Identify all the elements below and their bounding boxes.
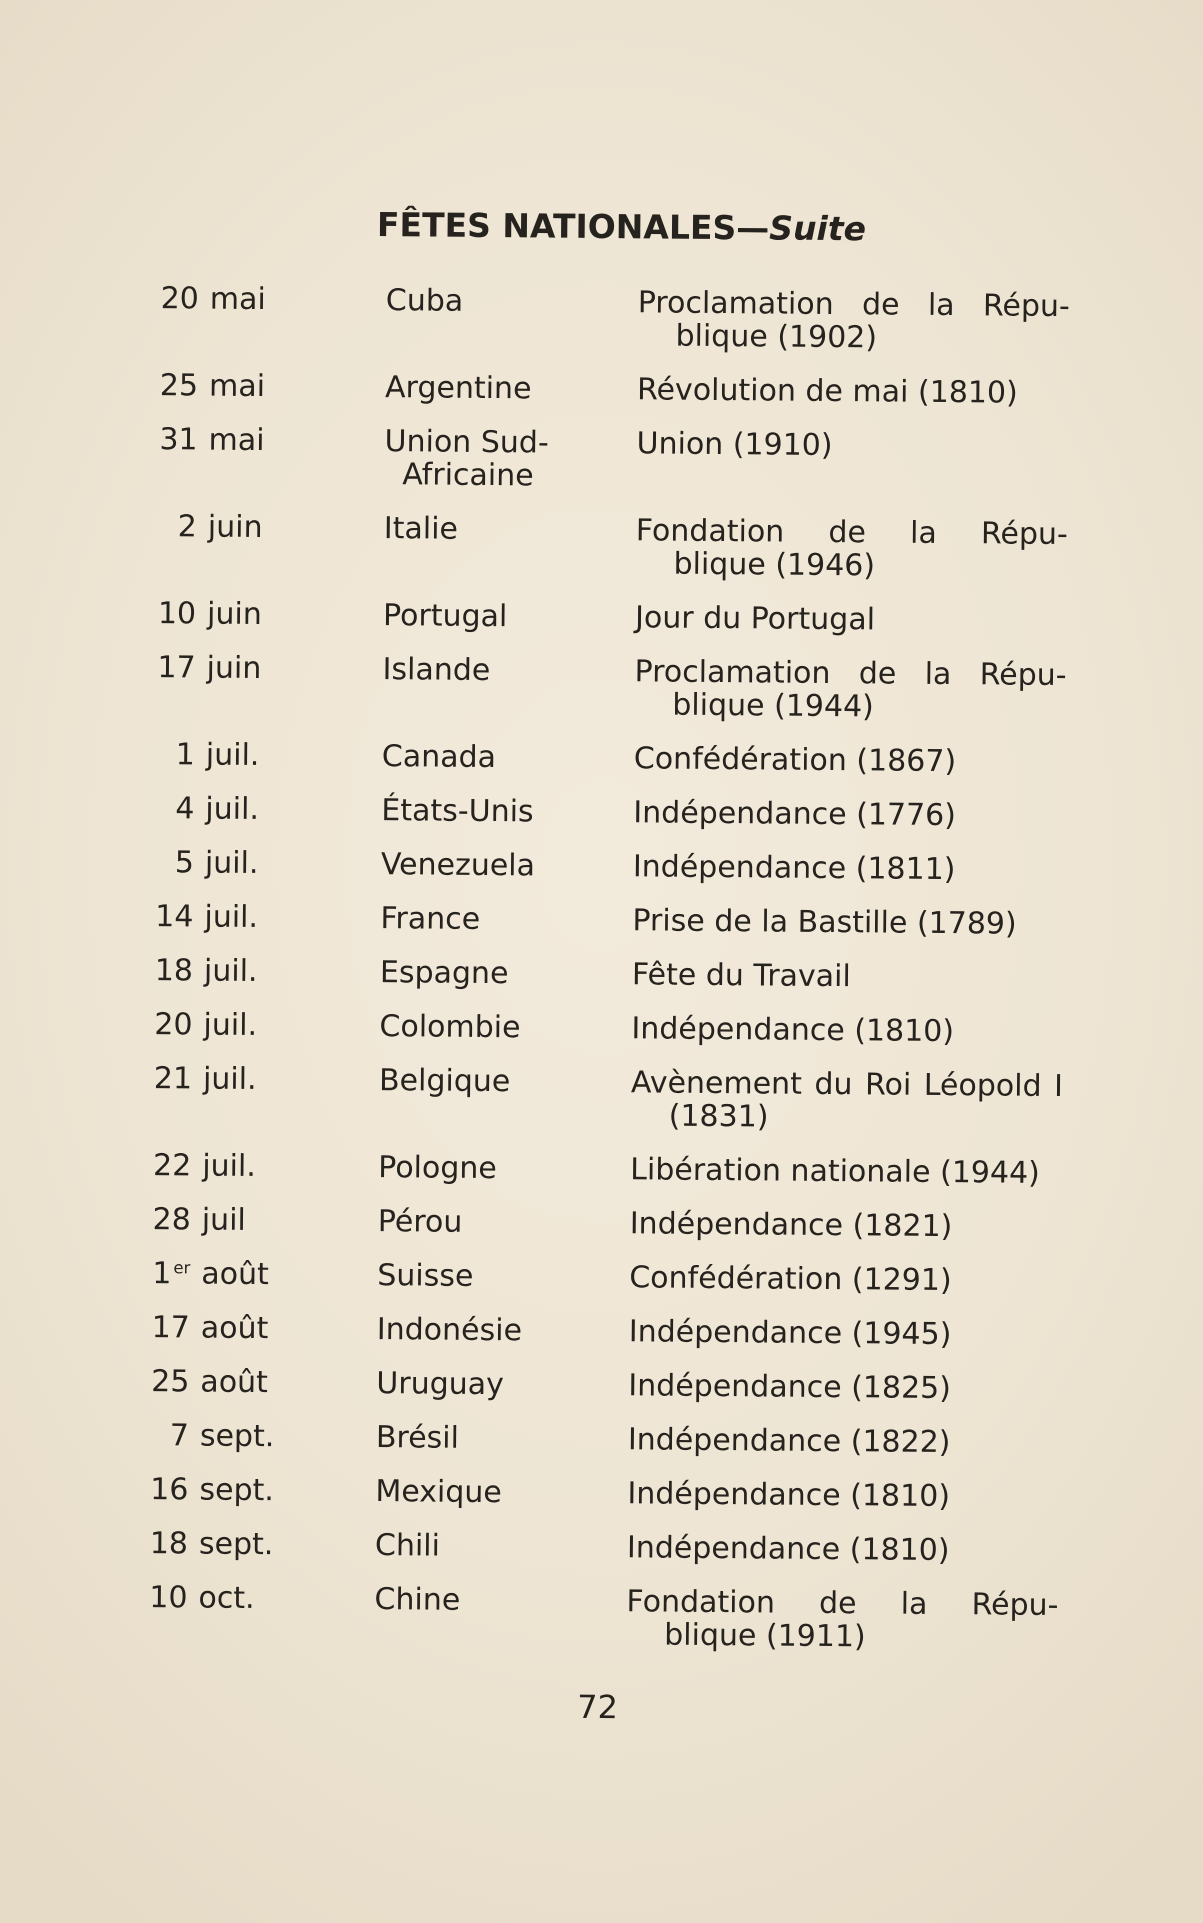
event-cell <box>634 655 1067 725</box>
date-cell <box>156 651 383 719</box>
country-line: France <box>380 901 481 937</box>
table-row <box>155 846 1065 887</box>
event-cell <box>637 286 1070 356</box>
national-days-table <box>148 282 1070 1676</box>
month: juil. <box>203 953 258 990</box>
day-number: 7 <box>169 1418 190 1454</box>
country-cell <box>379 1010 631 1045</box>
day-number: 16 <box>150 1472 189 1508</box>
table-row <box>157 510 1068 584</box>
month: sept. <box>198 1526 274 1563</box>
country-line: Islande <box>382 652 491 689</box>
date-cell <box>159 282 386 350</box>
event-line: (1831) <box>668 1098 769 1135</box>
country-cell <box>379 1064 632 1132</box>
country-line: Mexique <box>375 1474 503 1511</box>
table-row <box>158 423 1069 497</box>
country-cell <box>378 1151 630 1186</box>
country-line: Uruguay <box>376 1366 505 1403</box>
country-cell <box>382 653 635 721</box>
country-line: Brésil <box>375 1420 460 1456</box>
country-cell <box>381 794 633 829</box>
country-cell <box>380 902 632 937</box>
event-line: blique (1946) <box>673 546 876 584</box>
country-cell <box>382 740 634 775</box>
table-row <box>151 1311 1061 1352</box>
country-line: Portugal <box>382 598 508 635</box>
table-row <box>151 1257 1061 1298</box>
month: août <box>201 1256 269 1293</box>
date-cell <box>151 1257 377 1292</box>
table-row <box>150 1419 1060 1460</box>
month: juil. <box>205 791 260 828</box>
date-cell <box>154 954 380 989</box>
country-line: Pologne <box>378 1150 498 1187</box>
day-number <box>151 1257 190 1290</box>
month: juil. <box>205 737 260 774</box>
event-line: Confédération (1291) <box>629 1260 952 1299</box>
event-line: Proclamation de la Répu- <box>634 654 1067 694</box>
event-line: Indépendance (1776) <box>633 795 957 834</box>
event-line: blique (1911) <box>664 1617 866 1655</box>
event-cell <box>632 958 1064 995</box>
event-cell <box>637 373 1069 410</box>
page-title <box>341 207 901 248</box>
day-number: 28 <box>152 1202 191 1238</box>
day-number: 18 <box>149 1526 189 1562</box>
country-cell <box>377 1259 629 1294</box>
table-row <box>153 1062 1064 1136</box>
page <box>93 176 1107 1765</box>
country-line: Belgique <box>378 1063 511 1100</box>
month: mai <box>208 422 265 459</box>
table-row <box>150 1365 1060 1406</box>
day-number: 10 <box>157 596 197 632</box>
day-number: 17 <box>151 1310 191 1346</box>
event-cell <box>634 742 1066 779</box>
country-line: Argentine <box>384 370 532 407</box>
table-row <box>154 900 1064 941</box>
day-number: 20 <box>154 1007 193 1043</box>
date-cell <box>151 1311 377 1346</box>
month: juin <box>207 509 263 546</box>
table-row <box>154 954 1064 995</box>
day-number: 31 <box>159 422 198 458</box>
day-suffix: er <box>173 1258 191 1278</box>
event-cell <box>635 514 1068 584</box>
day-number: 17 <box>157 650 196 686</box>
event-line: Fête du Travail <box>631 957 851 995</box>
date-cell <box>159 369 385 404</box>
month: mai <box>209 281 266 318</box>
country-cell <box>384 425 637 493</box>
event-cell <box>635 601 1067 638</box>
country-cell <box>383 599 635 634</box>
event-cell <box>626 1585 1059 1655</box>
country-cell <box>376 1367 628 1402</box>
date-cell <box>148 1581 375 1649</box>
table-row <box>156 651 1067 725</box>
event-line: Indépendance (1810) <box>631 1011 955 1050</box>
country-line: Venezuela <box>380 847 536 884</box>
country-line: Colombie <box>379 1009 521 1046</box>
event-line: Fondation de la Répu- <box>626 1584 1059 1624</box>
date-cell <box>157 597 383 632</box>
day-number: 18 <box>154 953 194 989</box>
event-cell <box>627 1531 1059 1568</box>
event-cell <box>633 796 1065 833</box>
event-line: Proclamation de la Répu- <box>637 285 1070 325</box>
country-line: Suisse <box>377 1258 474 1294</box>
country-line: Italie <box>383 511 459 547</box>
country-cell <box>381 848 633 883</box>
event-line: Prise de la Bastille (1789) <box>632 903 1017 942</box>
date-cell <box>157 510 384 578</box>
date-cell <box>154 900 380 935</box>
country-cell <box>375 1475 627 1510</box>
day-number: 21 <box>153 1061 193 1097</box>
month: juil. <box>204 845 259 882</box>
event-line: Libération nationale (1944) <box>630 1152 1041 1191</box>
event-line: Indépendance (1825) <box>628 1368 952 1407</box>
country-cell <box>376 1421 628 1456</box>
event-cell <box>636 427 1069 497</box>
month: sept. <box>199 1472 275 1509</box>
date-cell <box>155 846 381 881</box>
event-line: blique (1944) <box>672 687 874 725</box>
event-line: Indépendance (1810) <box>626 1530 950 1569</box>
table-row <box>152 1149 1062 1190</box>
event-line: blique (1902) <box>675 318 878 356</box>
table-row <box>156 738 1066 779</box>
month: oct. <box>198 1580 255 1617</box>
country-line: Cuba <box>385 283 464 319</box>
event-line: Indépendance (1821) <box>629 1206 953 1245</box>
day-number: 25 <box>159 368 199 404</box>
day-number: 4 <box>175 791 195 827</box>
event-cell <box>627 1477 1059 1514</box>
table-row <box>153 1008 1063 1049</box>
day-number: 2 <box>177 509 198 545</box>
event-cell <box>628 1369 1060 1406</box>
day-digits: 1 <box>152 1256 172 1292</box>
table-row <box>152 1203 1062 1244</box>
country-cell <box>380 956 632 991</box>
month: juin <box>206 596 262 633</box>
country-cell <box>375 1529 627 1564</box>
day-number: 1 <box>175 737 196 773</box>
month: juil. <box>204 899 259 936</box>
event-line: Avènement du Roi Léopold I <box>630 1065 1064 1105</box>
event-line: Indépendance (1945) <box>628 1314 952 1353</box>
table-row <box>159 282 1070 356</box>
event-line: Jour du Portugal <box>634 600 876 638</box>
month: juil. <box>202 1148 256 1185</box>
day-number: 10 <box>149 1580 188 1616</box>
table-row <box>157 597 1067 638</box>
date-cell <box>153 1062 380 1130</box>
country-line: Pérou <box>377 1204 463 1240</box>
table-row <box>149 1527 1059 1568</box>
event-cell <box>633 850 1065 887</box>
day-number: 25 <box>151 1364 190 1400</box>
month: juil. <box>202 1061 257 1098</box>
page-number: 72 <box>577 1687 619 1727</box>
table-row <box>159 369 1069 410</box>
event-cell <box>630 1207 1062 1244</box>
event-cell <box>630 1153 1062 1190</box>
country-cell <box>383 512 636 580</box>
country-line: Canada <box>381 739 497 776</box>
day-number: 5 <box>174 845 195 881</box>
month: sept. <box>199 1418 275 1455</box>
date-cell <box>149 1473 375 1508</box>
event-line: Union (1910) <box>636 426 833 464</box>
country-line: Chine <box>374 1582 461 1618</box>
date-cell <box>156 738 382 773</box>
month: mai <box>208 368 266 405</box>
date-cell <box>155 792 381 827</box>
date-cell <box>152 1149 378 1184</box>
country-line: Union Sud- <box>384 424 549 461</box>
country-cell <box>385 371 637 406</box>
table-row <box>155 792 1065 833</box>
date-cell <box>150 1365 376 1400</box>
day-number: 20 <box>160 281 199 317</box>
country-cell <box>385 284 638 352</box>
event-line: Fondation de la Répu- <box>635 513 1068 553</box>
event-line: Indépendance (1822) <box>627 1422 951 1461</box>
date-cell <box>153 1008 379 1043</box>
month: juin <box>206 650 262 687</box>
title-suffix: Suite <box>769 208 867 249</box>
month: juil. <box>203 1007 258 1044</box>
event-line: Indépendance (1811) <box>632 849 956 888</box>
country-cell <box>374 1583 627 1651</box>
day-number: 14 <box>155 899 194 935</box>
day-number: 22 <box>152 1148 192 1184</box>
table-row <box>149 1473 1059 1514</box>
event-line: Indépendance (1810) <box>627 1476 951 1515</box>
country-line: Espagne <box>379 955 509 992</box>
event-cell <box>631 1012 1063 1049</box>
event-cell <box>629 1261 1061 1298</box>
event-line: Révolution de mai (1810) <box>636 372 1018 411</box>
country-cell <box>377 1313 629 1348</box>
event-cell <box>629 1315 1061 1352</box>
table-row <box>148 1581 1059 1655</box>
country-line: Chili <box>374 1528 441 1564</box>
event-cell <box>628 1423 1060 1460</box>
event-cell <box>632 904 1064 941</box>
country-line: États-Unis <box>381 793 534 830</box>
month: août <box>200 1364 269 1401</box>
event-cell <box>631 1066 1064 1136</box>
date-cell <box>149 1527 375 1562</box>
event-line: Confédération (1867) <box>633 741 957 780</box>
month: juil <box>201 1202 246 1238</box>
country-line: Africaine <box>402 457 534 494</box>
date-cell <box>158 423 385 491</box>
date-cell <box>152 1203 378 1238</box>
country-cell <box>378 1205 630 1240</box>
date-cell <box>150 1419 376 1454</box>
title-main: FÊTES NATIONALES— <box>376 205 770 248</box>
month: août <box>200 1310 269 1347</box>
country-line: Indonésie <box>376 1312 523 1349</box>
